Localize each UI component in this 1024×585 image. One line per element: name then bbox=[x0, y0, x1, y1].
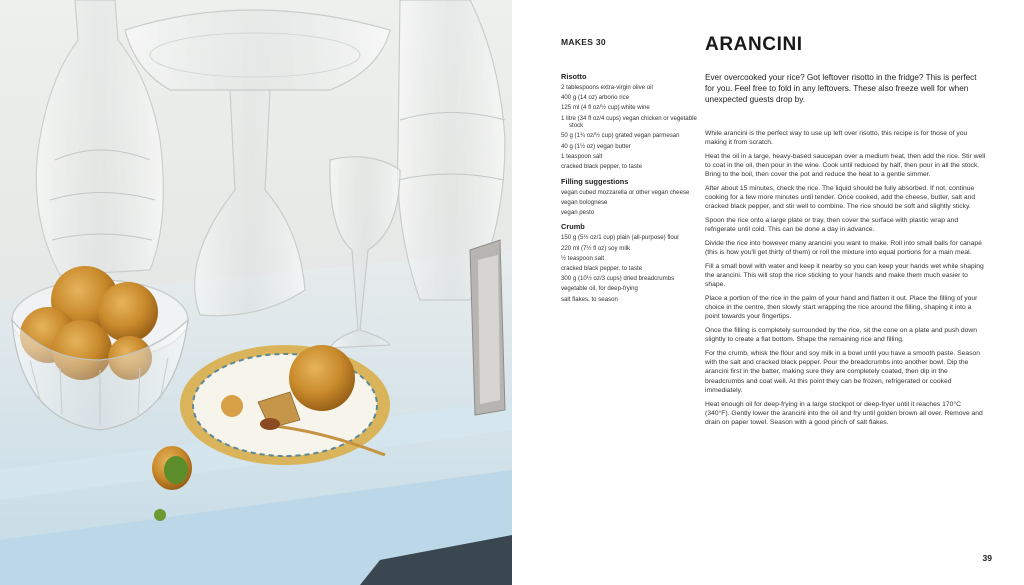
method-paragraph: Spoon the rice onto a large plate or tray, then cover the surface with plastic wrap and refrigerate until cold. This can be done a day in advance. bbox=[705, 217, 959, 234]
yield-label: MAKES 30 bbox=[561, 37, 606, 47]
ingredient-item: 50 g (1¾ oz/½ cup) grated vegan parmesan bbox=[561, 132, 680, 140]
method-paragraph: Fill a small bowl with water and keep it nearby so you can keep your hands wet while shaping the arancini. This will stop the rice sticking to your hands and make them much easier to shape. bbox=[705, 263, 984, 289]
ingredient-item: 125 ml (4 fl oz/½ cup) white wine bbox=[561, 104, 650, 112]
page-number: 39 bbox=[982, 553, 992, 563]
ingredient-heading: Risotto bbox=[561, 72, 587, 81]
method-paragraph: While arancini is the perfect way to use up left over risotto, this recipe is for those of you making it from scratch. bbox=[705, 130, 968, 147]
ingredient-item: vegetable oil, for deep-frying bbox=[561, 285, 638, 293]
method-paragraph: Once the filling is completely surrounded by the rice, sit the cone on a plate and push down slightly to create a flat bottom. Shape the remaining rice and filling. bbox=[705, 327, 978, 344]
recipe-intro: Ever overcooked your rice? Got leftover risotto in the fridge? This is perfect for you. Feel free to fold in any leftovers. These also freeze well for when unexpected guests drop by. bbox=[705, 73, 977, 105]
ingredient-item: 220 ml (7½ fl oz) soy milk bbox=[561, 244, 631, 252]
ingredient-heading: Crumb bbox=[561, 222, 585, 232]
ingredient-item: 40 g (1½ oz) vegan butter bbox=[561, 142, 631, 150]
ingredients-column bbox=[561, 72, 701, 309]
ingredient-item: ½ teaspoon salt bbox=[561, 254, 605, 262]
ingredient-item: 1 teaspoon salt bbox=[561, 152, 603, 160]
ingredient-item: cracked black pepper, to taste bbox=[561, 162, 642, 170]
broken-arancino bbox=[221, 395, 243, 417]
ingredient-item: vegan pesto bbox=[561, 208, 595, 216]
silver-trinket bbox=[470, 240, 505, 415]
recipe-page bbox=[512, 0, 1024, 585]
method-paragraph: Heat the oil in a large, heavy-based saucepan over a medium heat, then add the rice. Stir well to coat in the oil, then pour in the wine. Cook until reduced by half, then pour in all the stock. Bring to the boil, then cover the pot and reduce the heat to a gentle simmer. bbox=[705, 152, 986, 179]
ingredient-item: 300 g (10½ oz/3 cups) dried breadcrumbs bbox=[561, 275, 675, 283]
ingredient-item: vegan bolognese bbox=[561, 198, 608, 206]
ingredient-item: vegan cubed mozzarella or other vegan cheese bbox=[561, 188, 690, 196]
arancino-on-plate bbox=[289, 345, 355, 411]
method-paragraph: For the crumb, whisk the flour and soy milk in a bowl until you have a smooth paste. Season with the salt and cracked black pepper. Pour the breadcrumbs into another bowl. Dip the arancini first in the batter, making sure they are completely coated, then dip in the breadcrumbs and coat well. At this point they can be frozen, refrigerated or cooked immediately. bbox=[705, 350, 981, 394]
ingredient-item: 400 g (14 oz) arborio rice bbox=[561, 94, 630, 102]
method-paragraph: Place a portion of the rice in the palm of your hand and flatten it out. Place the filling of your choice in the centre, then slowly start wrapping the rice around the filling, shaping it into a point towards your fingertips. bbox=[705, 295, 978, 321]
ingredient-item: cracked black pepper, to taste bbox=[561, 265, 642, 273]
ingredient-list-crumb bbox=[561, 234, 701, 303]
method-paragraph: Heat enough oil for deep-frying in a large stockpot or deep-fryer until it reaches 170°C (340°F). Gently lower the arancini into the oil and fry until golden brown all over. Remove and drain on paper towel. Season with a good pinch of salt flakes. bbox=[705, 400, 983, 426]
ingredient-item: 2 tablespoons extra-virgin olive oil bbox=[561, 84, 653, 91]
ingredient-item: 150 g (5½ oz/1 cup) plain (all-purpose) flour bbox=[561, 234, 680, 242]
ingredient-list-filling bbox=[561, 189, 701, 217]
method-paragraph: After about 15 minutes, check the rice. The liquid should be fully absorbed. If not, continue cooking for a few more minutes until tender. Once cooked, add the cheese, butter, salt and cracked black pepper, and stir well to combine. The rice should be soft and slightly sticky. bbox=[705, 185, 976, 211]
ingredient-list-risotto bbox=[561, 84, 701, 171]
ingredient-item: salt flakes, to season bbox=[561, 295, 618, 303]
plate bbox=[180, 345, 390, 465]
method-paragraph: Divide the rice into however many arancini you want to make. Roll into small balls for canapé (this is how you'll get thirty of them) or roll the mixture into equal portions for a main meal. bbox=[705, 240, 982, 257]
method-column bbox=[705, 129, 987, 432]
ingredient-item: 1 litre (34 fl oz/4 cups) vegan chicken or vegetable stock bbox=[561, 114, 697, 130]
ingredient-heading: Filling suggestions bbox=[561, 176, 629, 186]
recipe-title: ARANCINI bbox=[705, 34, 803, 55]
